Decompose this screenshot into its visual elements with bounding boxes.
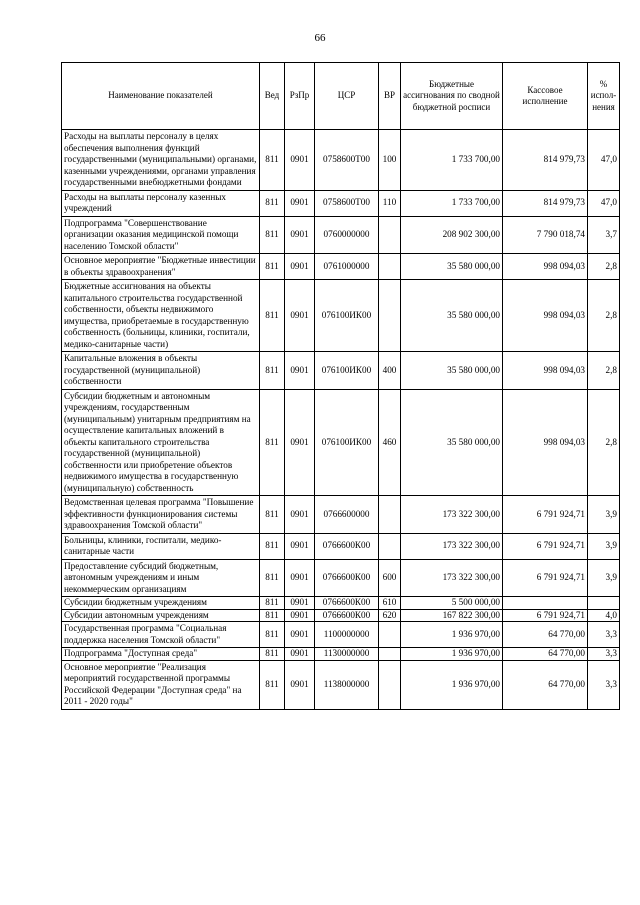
row-assignments: 173 322 300,00 — [401, 559, 503, 597]
row-rzpr: 0901 — [285, 660, 315, 709]
row-ved: 811 — [260, 190, 285, 216]
row-percent: 2,8 — [588, 280, 620, 352]
row-ved: 811 — [260, 533, 285, 559]
row-assignments: 173 322 300,00 — [401, 533, 503, 559]
row-rzpr: 0901 — [285, 648, 315, 661]
table-row — [62, 496, 620, 534]
row-name: Основное мероприятие "Реализация мероприятий государственной программы Российской Федерации "Доступная среда" на 2011 - 2020 годы" — [62, 660, 260, 709]
row-rzpr: 0901 — [285, 216, 315, 254]
row-ved: 811 — [260, 660, 285, 709]
row-assignments: 35 580 000,00 — [401, 389, 503, 496]
row-rzpr: 0901 — [285, 597, 315, 610]
row-percent: 3,9 — [588, 533, 620, 559]
row-vr — [379, 216, 401, 254]
row-percent: 2,8 — [588, 352, 620, 390]
row-csr: 0766600000 — [315, 496, 379, 534]
row-rzpr: 0901 — [285, 352, 315, 390]
header-rzpr: РзПр — [285, 63, 315, 130]
table-row — [62, 216, 620, 254]
row-name: Основное мероприятие "Бюджетные инвестиции в объекты здравоохранения" — [62, 254, 260, 280]
row-cash-execution — [503, 597, 588, 610]
table-header-row — [62, 63, 620, 130]
row-assignments: 35 580 000,00 — [401, 254, 503, 280]
row-ved: 811 — [260, 559, 285, 597]
row-ved: 811 — [260, 389, 285, 496]
row-name: Расходы на выплаты персоналу в целях обеспечения выполнения функций государственными (муниципальными) органами, казенными учреждениями, органами управления государственными внебюджетными фондами — [62, 130, 260, 191]
table-row — [62, 660, 620, 709]
row-cash-execution: 7 790 018,74 — [503, 216, 588, 254]
header-vr: ВР — [379, 63, 401, 130]
row-assignments: 1 936 970,00 — [401, 622, 503, 648]
row-ved: 811 — [260, 609, 285, 622]
row-csr: 076100ИК00 — [315, 352, 379, 390]
row-cash-execution: 6 791 924,71 — [503, 496, 588, 534]
row-vr: 100 — [379, 130, 401, 191]
row-cash-execution: 998 094,03 — [503, 254, 588, 280]
row-csr: 0766600К00 — [315, 533, 379, 559]
table-row — [62, 597, 620, 610]
row-cash-execution: 64 770,00 — [503, 660, 588, 709]
row-percent: 3,3 — [588, 660, 620, 709]
table-row — [62, 190, 620, 216]
row-cash-execution: 64 770,00 — [503, 648, 588, 661]
row-name: Капитальные вложения в объекты государственной (муниципальной) собственности — [62, 352, 260, 390]
table-row — [62, 622, 620, 648]
table-row — [62, 352, 620, 390]
row-percent: 2,8 — [588, 254, 620, 280]
table-row — [62, 254, 620, 280]
row-csr: 0758600Т00 — [315, 130, 379, 191]
row-vr: 400 — [379, 352, 401, 390]
row-assignments: 167 822 300,00 — [401, 609, 503, 622]
row-vr — [379, 660, 401, 709]
row-percent: 3,3 — [588, 622, 620, 648]
header-csr: ЦСР — [315, 63, 379, 130]
header-name: Наименование показателей — [62, 63, 260, 130]
row-percent: 2,8 — [588, 389, 620, 496]
row-assignments: 173 322 300,00 — [401, 496, 503, 534]
row-percent — [588, 597, 620, 610]
row-csr: 0760000000 — [315, 216, 379, 254]
header-cash-execution: Кассовое исполнение — [503, 63, 588, 130]
row-rzpr: 0901 — [285, 609, 315, 622]
row-assignments: 35 580 000,00 — [401, 280, 503, 352]
table-row — [62, 609, 620, 622]
table-row — [62, 280, 620, 352]
row-name: Государственная программа "Социальная поддержка населения Томской области" — [62, 622, 260, 648]
row-name: Субсидии автономным учреждениям — [62, 609, 260, 622]
row-cash-execution: 998 094,03 — [503, 352, 588, 390]
row-ved: 811 — [260, 216, 285, 254]
row-csr: 076100ИК00 — [315, 280, 379, 352]
row-cash-execution: 6 791 924,71 — [503, 559, 588, 597]
row-name: Ведомственная целевая программа "Повышение эффективности функционирования системы здравоохранения Томской области" — [62, 496, 260, 534]
table-body — [62, 130, 620, 710]
row-assignments: 208 902 300,00 — [401, 216, 503, 254]
row-percent: 3,9 — [588, 496, 620, 534]
row-csr: 1130000000 — [315, 648, 379, 661]
page-number: 66 — [314, 32, 326, 44]
row-percent: 3,9 — [588, 559, 620, 597]
row-name: Подпрограмма "Совершенствование организации оказания медицинской помощи населению Томской области" — [62, 216, 260, 254]
row-assignments: 1 936 970,00 — [401, 648, 503, 661]
row-ved: 811 — [260, 280, 285, 352]
row-rzpr: 0901 — [285, 130, 315, 191]
row-name: Расходы на выплаты персоналу казенных учреждений — [62, 190, 260, 216]
row-csr: 0766600К00 — [315, 597, 379, 610]
row-vr: 610 — [379, 597, 401, 610]
row-name: Субсидии бюджетным учреждениям — [62, 597, 260, 610]
row-vr — [379, 496, 401, 534]
row-vr: 110 — [379, 190, 401, 216]
row-csr: 0761000000 — [315, 254, 379, 280]
row-rzpr: 0901 — [285, 533, 315, 559]
row-ved: 811 — [260, 352, 285, 390]
row-csr: 0758600Т00 — [315, 190, 379, 216]
header-ved: Вед — [260, 63, 285, 130]
table-row — [62, 648, 620, 661]
row-percent: 3,3 — [588, 648, 620, 661]
row-cash-execution: 998 094,03 — [503, 280, 588, 352]
row-assignments: 5 500 000,00 — [401, 597, 503, 610]
row-cash-execution: 998 094,03 — [503, 389, 588, 496]
row-vr — [379, 280, 401, 352]
row-rzpr: 0901 — [285, 622, 315, 648]
row-name: Предоставление субсидий бюджетным, автономным учреждениям и иным некоммерческим организациям — [62, 559, 260, 597]
row-cash-execution: 6 791 924,71 — [503, 533, 588, 559]
row-name: Субсидии бюджетным и автономным учреждениям, государственным (муниципальным) унитарным предприятиям на осуществление капитальных вложений в объекты капитального строительства государственной (муниципальной) собственности или приобретение объектов недвижимого имущества в государственную (муниципальную) собственность — [62, 389, 260, 496]
row-cash-execution: 6 791 924,71 — [503, 609, 588, 622]
row-cash-execution: 64 770,00 — [503, 622, 588, 648]
row-ved: 811 — [260, 597, 285, 610]
row-percent: 3,7 — [588, 216, 620, 254]
row-assignments: 1 936 970,00 — [401, 660, 503, 709]
row-csr: 1138000000 — [315, 660, 379, 709]
table-row — [62, 130, 620, 191]
row-assignments: 1 733 700,00 — [401, 130, 503, 191]
row-percent: 47,0 — [588, 130, 620, 191]
row-ved: 811 — [260, 254, 285, 280]
row-rzpr: 0901 — [285, 254, 315, 280]
row-ved: 811 — [260, 648, 285, 661]
row-ved: 811 — [260, 622, 285, 648]
table-row — [62, 389, 620, 496]
row-percent: 47,0 — [588, 190, 620, 216]
table-row — [62, 533, 620, 559]
row-percent: 4,0 — [588, 609, 620, 622]
row-vr — [379, 622, 401, 648]
row-rzpr: 0901 — [285, 389, 315, 496]
row-rzpr: 0901 — [285, 190, 315, 216]
row-assignments: 1 733 700,00 — [401, 190, 503, 216]
row-assignments: 35 580 000,00 — [401, 352, 503, 390]
table-row — [62, 559, 620, 597]
row-vr — [379, 648, 401, 661]
row-rzpr: 0901 — [285, 559, 315, 597]
row-csr: 1100000000 — [315, 622, 379, 648]
header-assignments: Бюджетные ассигнования по сводной бюджетной росписи — [401, 63, 503, 130]
budget-table — [61, 62, 620, 710]
row-csr: 0766600К00 — [315, 609, 379, 622]
row-ved: 811 — [260, 496, 285, 534]
row-name: Бюджетные ассигнования на объекты капитального строительства государственной собственности, объекты недвижимого имущества, приобретаемые в государственную собственность (больницы, клиники, госпитали, медико-санитарные части) — [62, 280, 260, 352]
header-percent: % испол-нения — [588, 63, 620, 130]
row-name: Подпрограмма "Доступная среда" — [62, 648, 260, 661]
row-name: Больницы, клиники, госпитали, медико-санитарные части — [62, 533, 260, 559]
row-vr: 460 — [379, 389, 401, 496]
row-cash-execution: 814 979,73 — [503, 190, 588, 216]
row-vr: 620 — [379, 609, 401, 622]
row-vr: 600 — [379, 559, 401, 597]
row-csr: 0766600К00 — [315, 559, 379, 597]
row-vr — [379, 254, 401, 280]
row-rzpr: 0901 — [285, 496, 315, 534]
row-csr: 076100ИК00 — [315, 389, 379, 496]
row-ved: 811 — [260, 130, 285, 191]
row-rzpr: 0901 — [285, 280, 315, 352]
row-cash-execution: 814 979,73 — [503, 130, 588, 191]
row-vr — [379, 533, 401, 559]
